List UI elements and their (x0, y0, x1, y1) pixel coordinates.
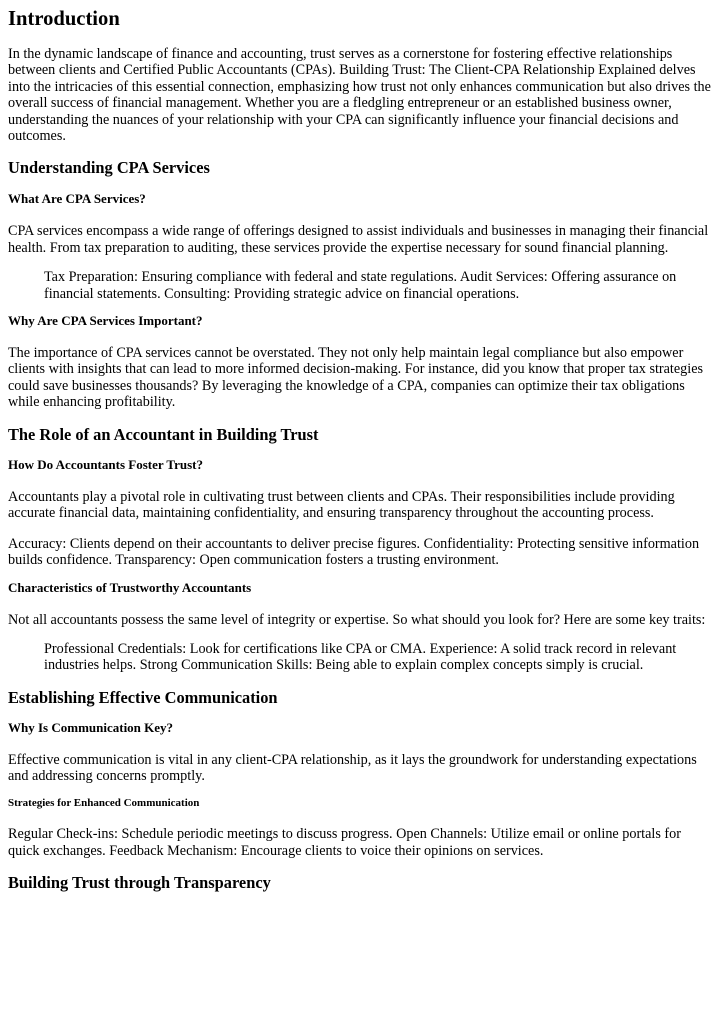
how-accountants-foster-trust-heading: How Do Accountants Foster Trust? (8, 456, 203, 472)
strategies-paragraph: Regular Check-ins: Schedule periodic meetings to discuss progress. Open Channels: Utilize email or online portals for quick exchanges. Feedback Mechanism: Encourage clients to voice their opinions on services. (8, 826, 681, 859)
why-communication-key-paragraph: Effective communication is vital in any client-CPA relationship, as it lays the groundwork for understanding expectations and addressing concerns promptly. (8, 751, 697, 784)
what-are-cpa-services-heading: What Are CPA Services? (8, 191, 146, 207)
cpa-services-list: Tax Preparation: Ensuring compliance with federal and state regulations. Audit Services: Offering assurance on financial statements. Consulting: Providing strategic advice on financial operations. (44, 269, 677, 302)
article (0, 7, 720, 893)
how-accountants-foster-trust-paragraph: Accountants play a pivotal role in cultivating trust between clients and CPAs. Their responsibilities include providing accurate financial data, maintaining confidentiality, and ensuring transparency throughout the accounting process. (8, 488, 675, 522)
why-cpa-services-important-paragraph: The importance of CPA services cannot be overstated. They not only help maintain legal compliance but also empower clients with insights that can lead to more informed decision-making. For instance, did you know that proper tax strategies could save businesses thousands? By leveraging the knowledge of a CPA, companies can optimize their tax obligations while enhancing profitability. (8, 345, 704, 411)
transparency-heading: Building Trust through Transparency (8, 873, 271, 893)
accuracy-confidentiality-transparency-paragraph: Accuracy: Clients depend on their accountants to deliver precise figures. Confidentiality: Protecting sensitive information builds confidence. Transparency: Open communication fosters a trusting environment. (8, 535, 700, 568)
role-of-accountant-heading: The Role of an Accountant in Building Trust (8, 424, 319, 444)
establishing-communication-heading: Establishing Effective Communication (8, 687, 278, 707)
introduction-paragraph: In the dynamic landscape of finance and accounting, trust serves as a cornerstone for fostering effective relationships between clients and Certified Public Accountants (CPAs). Building Trust: The Client-CPA Relationship Explained delves into the intricacies of this essential connection, emphasizing how trust not only enhances communication but also drives the overall success of financial management. Whether you are a fledgling entrepreneur or an established business owner, understanding the nuances of your relationship with your CPA can significantly influence your financial decisions and outcomes. (8, 46, 711, 145)
why-communication-key-heading: Why Is Communication Key? (8, 719, 174, 735)
why-cpa-services-important-heading: Why Are CPA Services Important? (8, 313, 203, 329)
what-are-cpa-services-paragraph: CPA services encompass a wide range of offerings designed to assist individuals and businesses in managing their financial health. From tax preparation to auditing, these services provide the expertise necessary for sound financial planning. (8, 223, 709, 256)
key-traits-list: Professional Credentials: Look for certifications like CPA or CMA. Experience: A solid track record in relevant industries helps. Strong Communication Skills: Being able to explain complex concepts simply is crucial. (44, 640, 677, 674)
introduction-heading: Introduction (8, 8, 120, 30)
characteristics-heading: Characteristics of Trustworthy Accountants (8, 580, 252, 596)
characteristics-paragraph: Not all accountants possess the same level of integrity or expertise. So what should you look for? Here are some key traits: (8, 612, 706, 629)
strategies-heading: Strategies for Enhanced Communication (8, 797, 200, 810)
understanding-cpa-services-heading: Understanding CPA Services (8, 158, 210, 178)
